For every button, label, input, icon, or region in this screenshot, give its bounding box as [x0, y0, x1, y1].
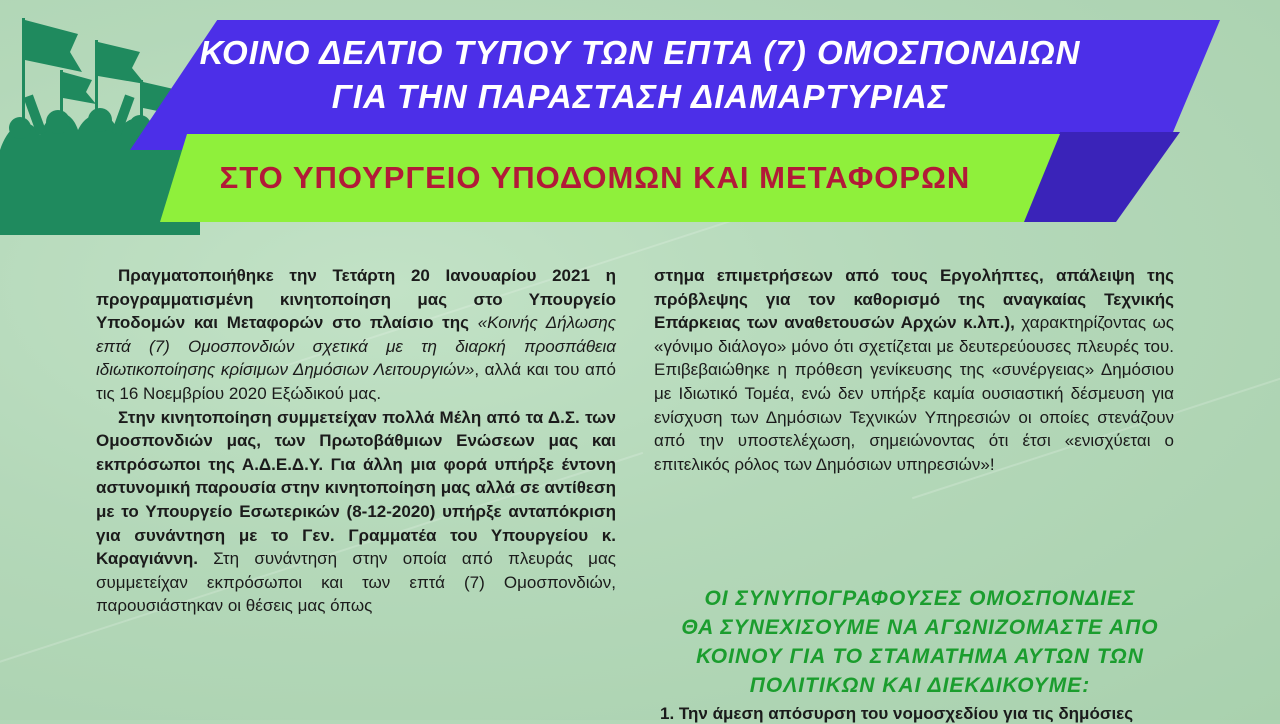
paragraph-1-rest: , αλλά και του από τις 16 Νοεμβρίου 2020 Εξώδικού μας. — [96, 360, 617, 403]
paragraph-1 — [96, 264, 616, 406]
paragraph-2 — [96, 406, 616, 618]
paragraph-1-italic: «Κοινής Δήλωσης επτά (7) Ομοσπονδιών σχετικά με τη διαρκή προσπάθεια ιδιωτικοποίησης κρίσιμων Δημόσιων Λειτουργιών» — [96, 313, 616, 380]
demand-list-item-1: 1. Την άμεση απόσυρση του νομοσχεδίου για τις δημόσιες — [660, 704, 1134, 723]
paragraph-3-rest: χαρακτηρίζοντας ως «γόνιμο διάλογο» μόνο ότι σχετίζεται με δευτερεύουσες πλευρές του. Επιβεβαιώθηκε η πρόθεση γενίκευσης της «συνέργειας» Δημόσιου με Ιδιωτικό Τομέα, ενώ δεν υπήρξε καμία ουσιαστική δέσμευση για ενίσχυση των Δημόσιων Τεχνικών Υπηρεσιών οι οποίες στενάζουν από την υποστελέχωση, σημειώνοντας ότι έτσι «ενισχύεται ο επιτελικός ρόλος των Δημόσιων υπηρεσιών»! — [654, 313, 1175, 474]
paragraph-2-rest: Στη συνάντηση στην οποία από πλευράς μας συμμετείχαν εκπρόσωποι και των επτά (7) Ομοσπονδιών, παρουσιάστηκαν οι θέσεις μας όπως — [96, 549, 616, 616]
title-line-2: ΓΙΑ ΤΗΝ ΠΑΡΑΣΤΑΣΗ ΔΙΑΜΑΡΤΥΡΙΑΣ — [331, 78, 949, 115]
paragraph-3 — [654, 264, 1174, 476]
callout-line-4: ΠΟΛΙΤΙΚΩΝ ΚΑΙ ΔΙΕΚΔΙΚΟΥΜΕ: — [749, 674, 1091, 697]
callout-line-1: ΟΙ ΣΥΝΥΠΟΓΡΑΦΟΥΣΕΣ ΟΜΟΣΠΟΝΔΙΕΣ — [704, 587, 1136, 610]
callout-block — [640, 584, 1200, 700]
right-column — [654, 264, 1174, 476]
title-line-1: ΚΟΙΝΟ ΔΕΛΤΙΟ ΤΥΠΟΥ ΤΩΝ ΕΠΤΑ (7) ΟΜΟΣΠΟΝΔΙΩΝ — [199, 34, 1081, 71]
paragraph-3-bold: στημα επιμετρήσεων από τους Εργολήπτες, απάλειψη της πρόβλεψης για τον καθορισμό της αναγκαίας Τεχνικής Επάρκειας των αναθετουσών Αρχών κ.λπ.), — [654, 266, 1174, 333]
subtitle: ΣΤΟ ΥΠΟΥΡΓΕΙΟ ΥΠΟΔΟΜΩΝ ΚΑΙ ΜΕΤΑΦΟΡΩΝ — [219, 160, 971, 195]
paragraph-1-bold: Πραγματοποιήθηκε την Τετάρτη 20 Ιανουαρίου 2021 η προγραμματισμένη κινητοποίηση μας στο Υπουργείο Υποδομών και Μεταφορών στο πλαίσιο της — [96, 266, 616, 333]
callout-line-2: ΘΑ ΣΥΝΕΧΙΣΟΥΜΕ ΝΑ ΑΓΩΝΙΖΟΜΑΣΤΕ ΑΠΟ — [681, 616, 1159, 639]
left-column — [96, 264, 616, 618]
paragraph-2-bold: Στην κινητοποίηση συμμετείχαν πολλά Μέλη από τα Δ.Σ. των Ομοσπονδιών μας, των Πρωτοβάθμιων Ενώσεων μας και εκπρόσωποι της Α.Δ.Ε.Δ.Υ. Για άλλη μια φορά υπήρξε έντονη αστυνομική παρουσία στην κινητοποίηση μας αλλά σε αντίθεση με το Υπουργείο Εσωτερικών (8-12-2020) υπήρξε ανταπόκριση για συνάντηση με το Γεν. Γραμματέα του Υπουργείου κ. Καραγιάννη. — [96, 407, 616, 569]
callout-line-3: ΚΟΙΝΟΥ ΓΙΑ ΤΟ ΣΤΑΜΑΤΗΜΑ ΑΥΤΩΝ ΤΩΝ — [696, 645, 1144, 668]
